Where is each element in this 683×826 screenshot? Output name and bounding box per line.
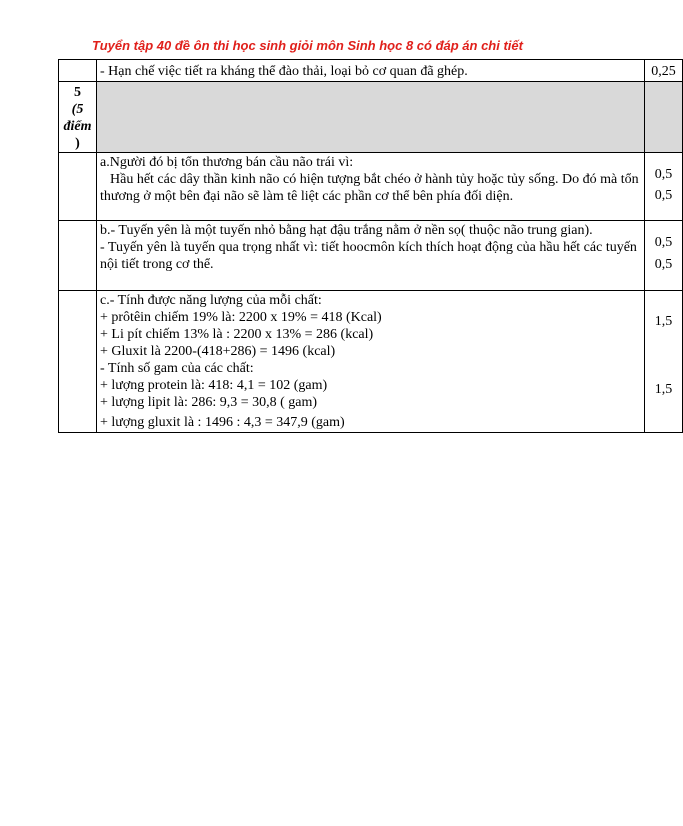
answer-text-cell (97, 60, 645, 82)
table-row (59, 291, 683, 433)
part-c-line: c.- Tính được năng lượng của mỗi chất: (100, 293, 322, 308)
part-c-lines (97, 291, 644, 432)
shaded-score-cell (645, 82, 683, 153)
score-value: 1,5 (654, 314, 673, 329)
score-cell (645, 221, 683, 291)
empty-cell (59, 291, 97, 433)
question-number (59, 82, 96, 152)
answer-table (58, 59, 683, 433)
part-c-line: + Li pít chiếm 13% là : 2200 x 13% = 286 (kcal) (100, 327, 374, 342)
question-number-cell (59, 82, 97, 153)
part-c-line: + lượng lipit là: 286: 9,3 = 30,8 ( gam) (100, 395, 318, 410)
empty-cell (59, 221, 97, 291)
part-c-line: + Gluxit là 2200-(418+286) = 1496 (kcal) (100, 344, 336, 359)
score-value: 0,5 (654, 188, 673, 203)
score-value: 0,5 (654, 235, 673, 250)
answer-text-cell (97, 153, 645, 221)
table-row (59, 60, 683, 82)
score-value: 0,5 (654, 167, 673, 182)
page-header-title: Tuyển tập 40 đề ôn thi học sinh giỏi môn Sinh học 8 có đáp án chi tiết (92, 38, 523, 53)
table-row (59, 221, 683, 291)
part-a-explanation: Hầu hết các dây thần kinh não có hiện tượng bắt chéo ở hành tủy hoặc tủy sống. Do đó mà tổn thương ở một bên đại não sẽ làm tê liệt các phần cơ thể bên phía đối diện. (100, 172, 639, 204)
score-value: 0,25 (651, 64, 676, 79)
table-row (59, 82, 683, 153)
question-number-cell-empty (59, 60, 97, 82)
score-cell (645, 291, 683, 433)
answer-line: - Hạn chế việc tiết ra kháng thể đào thải, loại bỏ cơ quan đã ghép. (100, 64, 468, 79)
score-value: 0,5 (654, 257, 673, 272)
part-c-line: + lượng gluxit là : 1496 : 4,3 = 347,9 (gam) (100, 415, 345, 430)
question-points-unit: điểm (63, 119, 92, 134)
answer-text-cell (97, 291, 645, 433)
score-value: 1,5 (654, 382, 673, 397)
part-c-line: - Tính số gam của các chất: (100, 361, 254, 376)
question-points-close: ) (75, 136, 80, 151)
shaded-cell (97, 82, 645, 153)
score-cell (645, 153, 683, 221)
question-number-value: 5 (74, 85, 81, 100)
part-c-line: + lượng protein là: 418: 4,1 = 102 (gam) (100, 378, 328, 393)
empty-cell (59, 153, 97, 221)
part-a-heading: a.Người đó bị tổn thương bán cầu não trái vì: (100, 155, 354, 170)
answer-text-cell (97, 221, 645, 291)
part-b-line-2: - Tuyến yên là tuyến qua trọng nhất vì: tiết hoocmôn kích thích hoạt động của hầu hết các tuyến nội tiết trong cơ thể. (100, 240, 637, 272)
question-points-open: (5 (71, 102, 84, 117)
score-cell (645, 60, 683, 82)
part-c-line: + prôtêin chiếm 19% là: 2200 x 19% = 418 (Kcal) (100, 310, 382, 325)
table-row (59, 153, 683, 221)
part-b-line-1: b.- Tuyến yên là một tuyến nhỏ bằng hạt đậu trắng nằm ở nền sọ( thuộc não trung gian). (100, 223, 593, 238)
